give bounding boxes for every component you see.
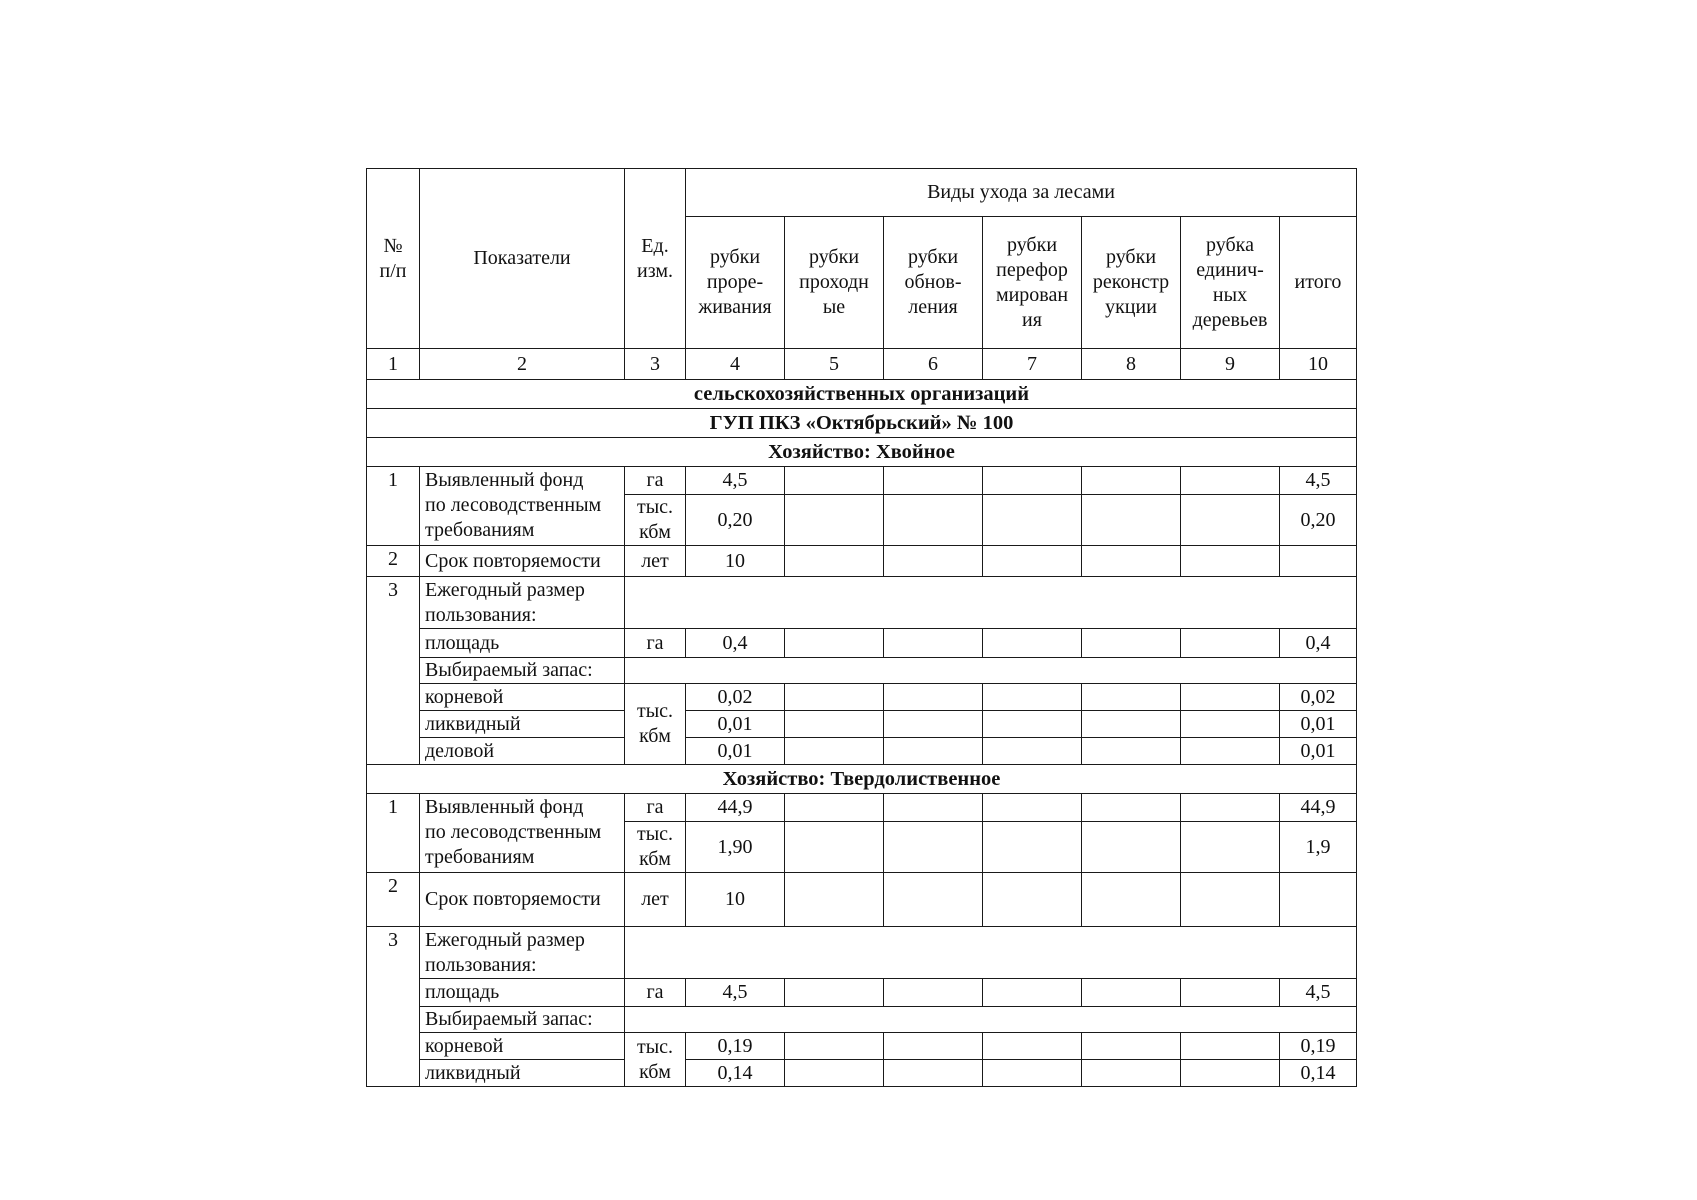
empty-cell [1181, 738, 1280, 765]
empty-cell [983, 738, 1082, 765]
total: 0,4 [1280, 629, 1357, 658]
row-label: Выявленный фонд по лесоводственным требованиям [420, 794, 625, 873]
volume-label: корневой [420, 1033, 625, 1060]
colnum: 10 [1280, 349, 1357, 380]
empty-cell [983, 1060, 1082, 1087]
total: 0,02 [1280, 684, 1357, 711]
header-col-reformation [983, 217, 1082, 349]
empty-cell [1082, 495, 1181, 546]
empty-cell [1181, 979, 1280, 1007]
unit: га [625, 467, 686, 495]
empty-cell [785, 495, 884, 546]
row-label: Срок повторяемости [420, 546, 625, 577]
empty-cell [785, 738, 884, 765]
empty-cell [884, 873, 983, 927]
total: 0,01 [1280, 711, 1357, 738]
header-col-text: рубки проре- живания [698, 246, 772, 318]
empty-cell [625, 1007, 1357, 1033]
total: 0,01 [1280, 738, 1357, 765]
empty-cell [983, 495, 1082, 546]
colnum: 4 [686, 349, 785, 380]
empty-cell [1181, 684, 1280, 711]
header-col-text: рубки перефор мирован ия [995, 233, 1069, 331]
header-indicator [420, 169, 625, 349]
row-num: 1 [367, 794, 420, 873]
empty-cell [1181, 467, 1280, 495]
header-col-total [1280, 217, 1357, 349]
unit: лет [625, 546, 686, 577]
total: 4,5 [1280, 979, 1357, 1007]
empty-cell [1181, 822, 1280, 873]
enterprise-title: ГУП ПКЗ «Октябрьский» № 100 [367, 409, 1357, 438]
row-label: Ежегодный размер пользования: [420, 577, 625, 629]
empty-cell [983, 794, 1082, 822]
colnum: 3 [625, 349, 686, 380]
empty-cell [983, 684, 1082, 711]
value: 10 [686, 873, 785, 927]
empty-cell [785, 822, 884, 873]
colnum: 1 [367, 349, 420, 380]
empty-cell [884, 794, 983, 822]
header-col-text: рубка единич- ных деревьев [1192, 233, 1268, 331]
empty-cell [1082, 546, 1181, 577]
value: 4,5 [686, 467, 785, 495]
row-num: 2 [367, 546, 420, 577]
row-label: Выявленный фонд по лесоводственным требованиям [420, 467, 625, 546]
total: 1,9 [1280, 822, 1357, 873]
area-label: площадь [420, 629, 625, 658]
empty-cell [1181, 873, 1280, 927]
unit: га [625, 794, 686, 822]
area-label: площадь [420, 979, 625, 1007]
volume-label: деловой [420, 738, 625, 765]
row-num: 1 [367, 467, 420, 546]
empty-cell [1082, 1060, 1181, 1087]
forest-care-table [366, 168, 1357, 1087]
value: 4,5 [686, 979, 785, 1007]
empty-cell [1082, 873, 1181, 927]
empty-cell [983, 546, 1082, 577]
volume-label: ликвидный [420, 1060, 625, 1087]
value: 1,90 [686, 822, 785, 873]
empty-cell [625, 927, 1357, 979]
empty-cell [1082, 1033, 1181, 1060]
empty-cell [785, 979, 884, 1007]
section-title: Хозяйство: Твердолиственное [367, 765, 1357, 794]
empty-cell [1181, 711, 1280, 738]
row-label: Срок повторяемости [420, 873, 625, 927]
header-num [367, 169, 420, 349]
empty-cell [1082, 979, 1181, 1007]
stock-label: Выбираемый запас: [420, 1007, 625, 1033]
empty-cell [983, 629, 1082, 658]
empty-cell [884, 546, 983, 577]
empty-cell [1082, 629, 1181, 658]
empty-cell [1082, 684, 1181, 711]
unit: га [625, 979, 686, 1007]
stock-label: Выбираемый запас: [420, 658, 625, 684]
colnum: 5 [785, 349, 884, 380]
header-col-passing [785, 217, 884, 349]
empty-cell [785, 546, 884, 577]
empty-cell [1181, 546, 1280, 577]
row-num: 2 [367, 873, 420, 927]
value: 0,01 [686, 738, 785, 765]
empty-cell [785, 629, 884, 658]
volume-label: корневой [420, 684, 625, 711]
value: 10 [686, 546, 785, 577]
value: 0,20 [686, 495, 785, 546]
header-col-text: рубки проходн ые [799, 246, 869, 318]
total: 44,9 [1280, 794, 1357, 822]
empty-cell [884, 738, 983, 765]
org-title: сельскохозяйственных организаций [367, 380, 1357, 409]
colnum: 2 [420, 349, 625, 380]
empty-cell [884, 1060, 983, 1087]
empty-cell [1181, 1060, 1280, 1087]
column-number-row [367, 349, 1357, 380]
row-num: 3 [367, 577, 420, 765]
empty-cell [884, 467, 983, 495]
empty-cell [1082, 822, 1181, 873]
row-label: Ежегодный размер пользования: [420, 927, 625, 979]
volume-label: ликвидный [420, 711, 625, 738]
header-col-text: рубки реконстр укции [1092, 246, 1170, 318]
empty-cell [1280, 873, 1357, 927]
empty-cell [1280, 546, 1357, 577]
empty-cell [1082, 711, 1181, 738]
empty-cell [884, 629, 983, 658]
empty-cell [785, 1060, 884, 1087]
empty-cell [785, 1033, 884, 1060]
unit: га [625, 629, 686, 658]
row-num: 3 [367, 927, 420, 1087]
empty-cell [884, 1033, 983, 1060]
empty-cell [983, 1033, 1082, 1060]
unit: тыс. кбм [625, 822, 686, 873]
empty-cell [1082, 467, 1181, 495]
total: 0,14 [1280, 1060, 1357, 1087]
header-num-text: № п/п [379, 234, 407, 282]
empty-cell [1181, 495, 1280, 546]
value: 0,01 [686, 711, 785, 738]
empty-cell [785, 711, 884, 738]
empty-cell [785, 873, 884, 927]
colnum: 7 [983, 349, 1082, 380]
empty-cell [983, 711, 1082, 738]
empty-cell [884, 822, 983, 873]
header-unit [625, 169, 686, 349]
empty-cell [1181, 629, 1280, 658]
value: 0,19 [686, 1033, 785, 1060]
header-col-text: рубки обнов- ления [904, 246, 962, 318]
header-indicator-text: Показатели [473, 247, 571, 269]
value: 0,02 [686, 684, 785, 711]
unit: лет [625, 873, 686, 927]
value: 0,4 [686, 629, 785, 658]
empty-cell [983, 467, 1082, 495]
unit: тыс. кбм [625, 1033, 686, 1087]
empty-cell [983, 822, 1082, 873]
empty-cell [1181, 1033, 1280, 1060]
header-col-text: итого [1294, 271, 1342, 293]
header-group [686, 169, 1357, 217]
empty-cell [785, 684, 884, 711]
value: 44,9 [686, 794, 785, 822]
empty-cell [1181, 794, 1280, 822]
empty-cell [884, 684, 983, 711]
header-col-single-trees [1181, 217, 1280, 349]
header-unit-text: Ед. изм. [637, 234, 673, 282]
empty-cell [884, 979, 983, 1007]
total: 0,20 [1280, 495, 1357, 546]
header-group-text: Виды ухода за лесами [927, 181, 1115, 203]
header-col-thinning [686, 217, 785, 349]
empty-cell [785, 794, 884, 822]
empty-cell [884, 711, 983, 738]
empty-cell [983, 979, 1082, 1007]
empty-cell [785, 467, 884, 495]
empty-cell [884, 495, 983, 546]
empty-cell [1082, 794, 1181, 822]
value: 0,14 [686, 1060, 785, 1087]
empty-cell [625, 577, 1357, 629]
empty-cell [1082, 738, 1181, 765]
colnum: 8 [1082, 349, 1181, 380]
unit: тыс. кбм [625, 495, 686, 546]
colnum: 9 [1181, 349, 1280, 380]
empty-cell [983, 873, 1082, 927]
empty-cell [625, 658, 1357, 684]
unit: тыс. кбм [625, 684, 686, 765]
total: 0,19 [1280, 1033, 1357, 1060]
total: 4,5 [1280, 467, 1357, 495]
header-col-reconstruction [1082, 217, 1181, 349]
colnum: 6 [884, 349, 983, 380]
section-title: Хозяйство: Хвойное [367, 438, 1357, 467]
header-col-renewal [884, 217, 983, 349]
